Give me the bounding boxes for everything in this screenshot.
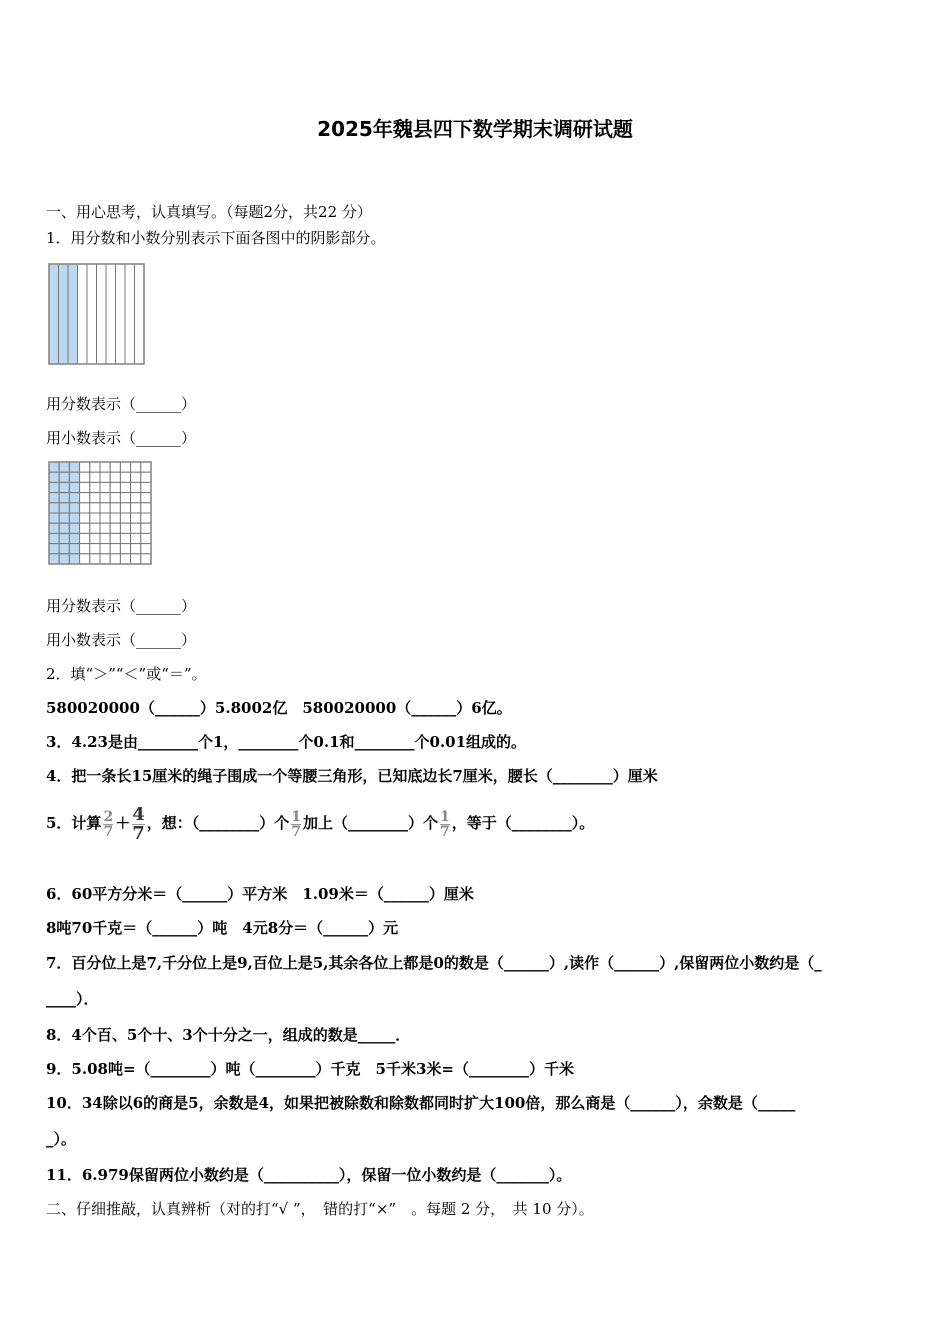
- q1-a-fraction: 用分数表示（______）: [46, 395, 197, 413]
- grid-cell: [80, 482, 90, 492]
- grid-cell: [100, 554, 110, 564]
- grid-cell: [90, 544, 100, 554]
- grid-cell: [80, 503, 90, 513]
- q5-mid-1: ，想：（________）个: [146, 814, 290, 832]
- question-2: 2．填“＞”“＜”或“＝”。: [46, 665, 207, 683]
- grid-cell: [100, 462, 110, 472]
- q5-plus: ＋: [115, 814, 131, 832]
- grid-cell: [59, 533, 69, 543]
- grid-cell: [100, 533, 110, 543]
- grid-cell: [90, 482, 100, 492]
- grid-cell: [80, 513, 90, 523]
- grid-cell: [131, 523, 141, 533]
- grid-cell: [59, 503, 69, 513]
- grid-cell: [110, 554, 120, 564]
- grid-cell: [110, 503, 120, 513]
- grid-cell: [49, 503, 59, 513]
- question-2-items: 580020000（______）5.8002亿 580020000（______）6亿。: [46, 699, 512, 717]
- grid-cell: [49, 513, 59, 523]
- strip-cell: [78, 264, 88, 364]
- question-10-a: 10．34除以6的商是5，余数是4，如果把被除数和除数都同时扩大100倍，那么商是（______），余数是（_____: [46, 1094, 796, 1112]
- fraction-2-7: $\frac{2}{7}$: [103, 808, 114, 840]
- grid-cell: [141, 482, 151, 492]
- grid-cell: [80, 554, 90, 564]
- grid-cell: [90, 472, 100, 482]
- grid-cell: [110, 482, 120, 492]
- grid-cell: [80, 544, 90, 554]
- grid-cell: [131, 482, 141, 492]
- question-4: 4．把一条长15厘米的绳子围成一个等腰三角形，已知底边长7厘米，腰长（________）厘米: [46, 767, 658, 785]
- grid-cell: [141, 523, 151, 533]
- grid-cell: [69, 503, 79, 513]
- grid-cell: [90, 513, 100, 523]
- grid-cell: [59, 554, 69, 564]
- grid-cell: [69, 462, 79, 472]
- strip-cell: [125, 264, 135, 364]
- grid-cell: [80, 462, 90, 472]
- grid-cell: [120, 462, 130, 472]
- grid-cell: [49, 544, 59, 554]
- grid-cell: [69, 482, 79, 492]
- grid-cell: [59, 482, 69, 492]
- grid-cell: [59, 462, 69, 472]
- grid-cell: [59, 523, 69, 533]
- grid-cell: [80, 523, 90, 533]
- question-11: 11．6.979保留两位小数约是（__________），保留一位小数约是（_______）。: [46, 1166, 572, 1184]
- grid-cell: [120, 523, 130, 533]
- grid-cell: [90, 493, 100, 503]
- question-7-b: ____）．: [46, 990, 99, 1008]
- strip-cell: [59, 264, 69, 364]
- grid-cell: [110, 462, 120, 472]
- question-9: 9．5.08吨=（________）吨（________）千克 5千米3米=（________）千米: [46, 1060, 574, 1078]
- grid-cell: [69, 493, 79, 503]
- grid-cell: [131, 544, 141, 554]
- grid-cell: [69, 544, 79, 554]
- strip-cell: [87, 264, 97, 364]
- grid-cell: [90, 503, 100, 513]
- q1-a-decimal: 用小数表示（______）: [46, 429, 197, 447]
- grid-cell: [90, 523, 100, 533]
- grid-cell: [49, 554, 59, 564]
- strip-cell: [135, 264, 145, 364]
- grid-cell: [120, 554, 130, 564]
- grid-cell: [120, 533, 130, 543]
- grid-cell: [80, 493, 90, 503]
- question-10-b: _）。: [46, 1130, 77, 1148]
- grid-cell: [59, 513, 69, 523]
- grid-cell: [141, 472, 151, 482]
- q5-end: ，等于（________）。: [451, 814, 595, 832]
- fraction-1-7-a: $\frac{1}{7}$: [291, 808, 301, 840]
- question-6-b: 8吨70千克＝（______）吨 4元8分＝（______）元: [46, 919, 399, 937]
- grid-cell: [120, 493, 130, 503]
- grid-cell: [100, 503, 110, 513]
- strip-cell: [49, 264, 59, 364]
- grid-cell: [120, 482, 130, 492]
- grid-cell: [110, 544, 120, 554]
- grid-cell: [90, 533, 100, 543]
- q5-prefix: 5．计算: [46, 814, 102, 832]
- grid-cell: [110, 533, 120, 543]
- strip-cell: [68, 264, 78, 364]
- grid-cell: [49, 493, 59, 503]
- grid-cell: [69, 513, 79, 523]
- grid-cell: [131, 513, 141, 523]
- grid-cell: [49, 462, 59, 472]
- grid-cell: [100, 482, 110, 492]
- question-8: 8．4个百、5个十、3个十分之一，组成的数是_____．: [46, 1026, 411, 1044]
- strip-cell: [97, 264, 107, 364]
- grid-cell: [80, 533, 90, 543]
- grid-cell: [69, 533, 79, 543]
- grid-cell: [110, 493, 120, 503]
- grid-cell: [120, 513, 130, 523]
- fraction-4-7: $\frac{4}{7}$: [132, 803, 145, 844]
- figure-strip-grid: [47, 262, 146, 366]
- grid-cell: [100, 544, 110, 554]
- q1-b-fraction: 用分数表示（______）: [46, 597, 197, 615]
- q5-mid-2: 加上（________）个: [303, 814, 439, 832]
- strip-cell: [116, 264, 126, 364]
- grid-cell: [100, 523, 110, 533]
- grid-cell: [141, 533, 151, 543]
- grid-cell: [80, 472, 90, 482]
- grid-cell: [110, 523, 120, 533]
- grid-cell: [69, 554, 79, 564]
- grid-cell: [131, 493, 141, 503]
- question-3: 3．4.23是由________个1，________个0.1和________个0.01组成的。: [46, 733, 527, 751]
- grid-cell: [141, 544, 151, 554]
- grid-cell: [141, 462, 151, 472]
- page-title: 2025年魏县四下数学期末调研试题: [317, 117, 633, 141]
- grid-cell: [90, 554, 100, 564]
- grid-cell: [100, 513, 110, 523]
- grid-cell: [49, 482, 59, 492]
- grid-cell: [131, 462, 141, 472]
- grid-cell: [100, 472, 110, 482]
- figure-hundred-grid: [47, 460, 153, 566]
- q1-b-decimal: 用小数表示（______）: [46, 631, 197, 649]
- grid-cell: [141, 554, 151, 564]
- grid-cell: [90, 462, 100, 472]
- grid-cell: [59, 544, 69, 554]
- grid-cell: [131, 554, 141, 564]
- grid-cell: [69, 472, 79, 482]
- section-1-heading: 一、用心思考，认真填写。（每题2分，共22 分）: [46, 203, 372, 221]
- question-1: 1．用分数和小数分别表示下面各图中的阴影部分。: [46, 229, 386, 247]
- grid-cell: [69, 523, 79, 533]
- grid-cell: [49, 472, 59, 482]
- grid-cell: [131, 533, 141, 543]
- grid-cell: [131, 472, 141, 482]
- grid-cell: [49, 533, 59, 543]
- strip-cell: [106, 264, 116, 364]
- grid-cell: [59, 472, 69, 482]
- question-7-a: 7．百分位上是7,千分位上是9,百位上是5,其余各位上都是0的数是（______）,读作（______）,保留两位小数约是（_: [46, 954, 822, 972]
- grid-cell: [49, 523, 59, 533]
- grid-cell: [120, 472, 130, 482]
- grid-cell: [110, 472, 120, 482]
- question-6-a: 6．60平方分米＝（______）平方米 1.09米＝（______）厘米: [46, 885, 474, 903]
- grid-cell: [141, 513, 151, 523]
- question-5: [46, 800, 594, 846]
- grid-cell: [131, 503, 141, 513]
- grid-cell: [120, 503, 130, 513]
- grid-cell: [100, 493, 110, 503]
- grid-cell: [120, 544, 130, 554]
- grid-cell: [110, 513, 120, 523]
- section-2-heading: 二、仔细推敲，认真辨析（对的打“√ ”， 错的打“×” 。每题 2 分， 共 10 分）。: [46, 1200, 594, 1218]
- grid-cell: [141, 503, 151, 513]
- grid-cell: [141, 493, 151, 503]
- fraction-1-7-b: $\frac{1}{7}$: [440, 808, 450, 840]
- grid-cell: [59, 493, 69, 503]
